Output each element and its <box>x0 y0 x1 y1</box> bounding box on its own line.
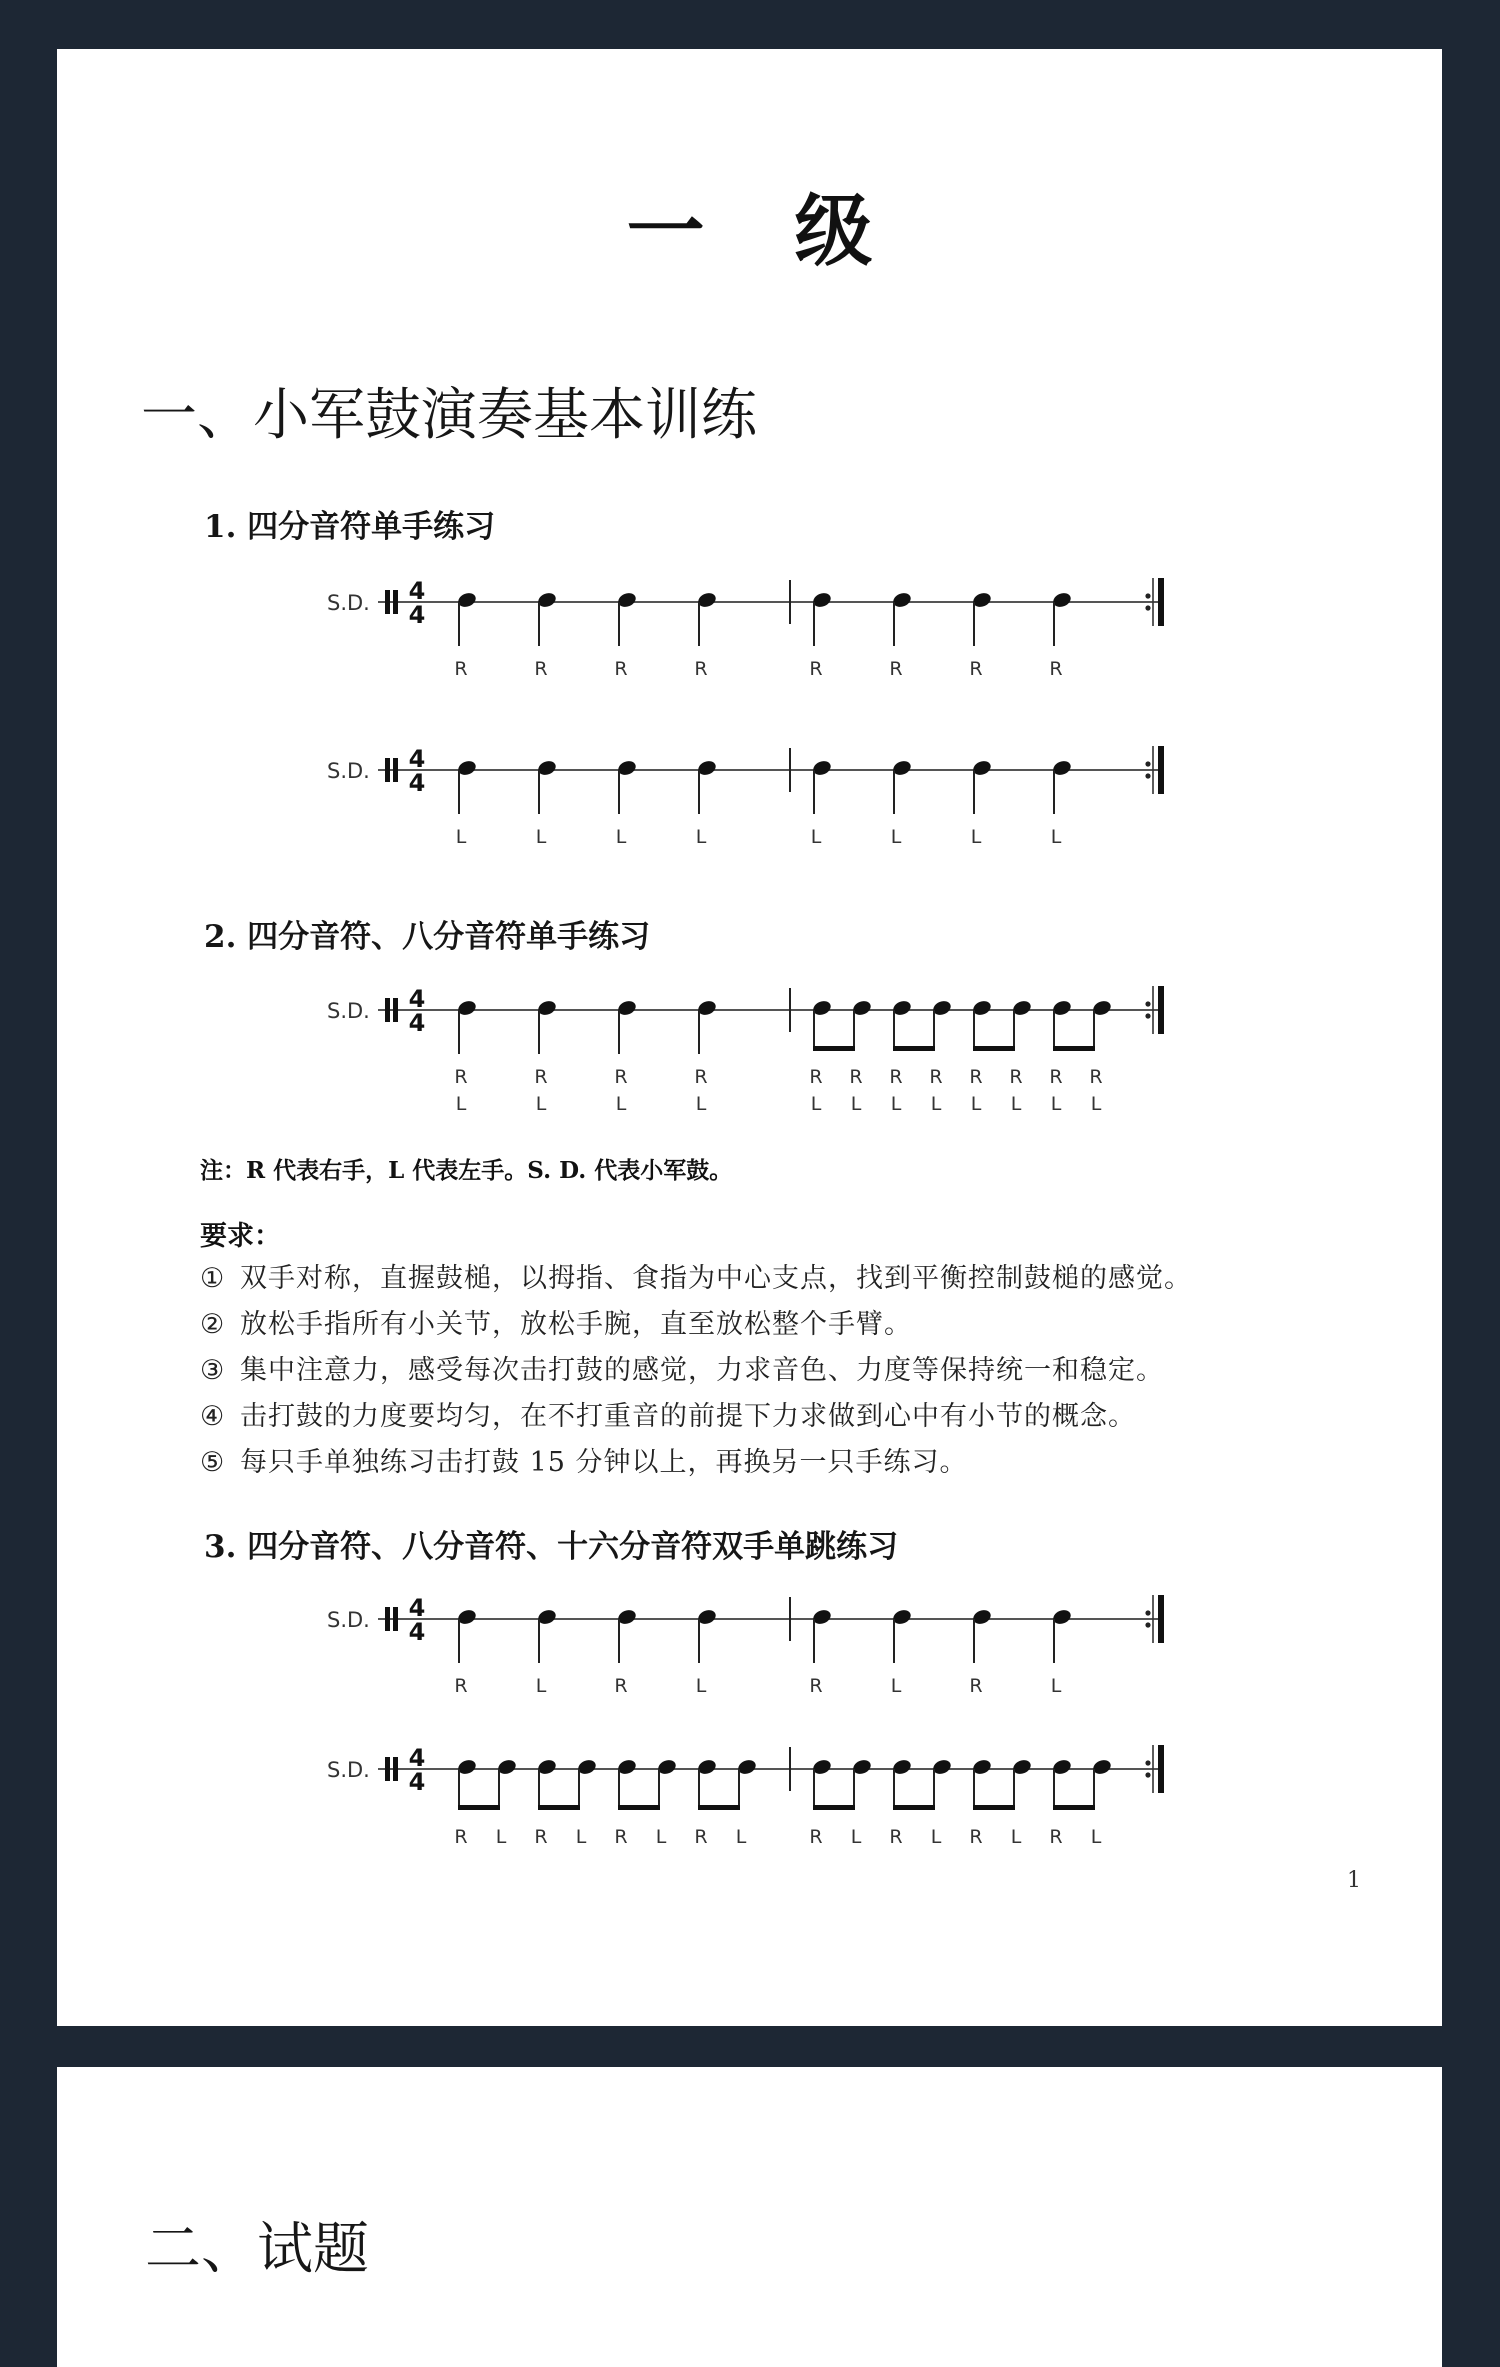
sticking-label: L <box>890 1675 902 1697</box>
section-heading-exam: 二、试题 <box>145 2217 369 2282</box>
sticking-label: L <box>695 826 707 848</box>
staff-instrument-label: S.D. <box>327 1758 370 1782</box>
sticking-label: L <box>455 1093 467 1115</box>
beam <box>973 1046 1015 1051</box>
circled-number-3: ③ <box>200 1355 226 1386</box>
section-heading-basic-training: 一、小军鼓演奏基本训练 <box>141 383 757 448</box>
requirement-text: 双手对称，直握鼓槌，以拇指、食指为中心支点，找到平衡控制鼓槌的感觉。 <box>240 1263 1192 1294</box>
svg-text:4: 4 <box>408 1768 426 1796</box>
requirement-text: 放松手指所有小关节，放松手腕，直至放松整个手臂。 <box>240 1309 912 1340</box>
document-page-2 <box>57 2067 1442 2367</box>
time-signature: 4 <box>408 985 426 1013</box>
sticking-label: R <box>809 1066 823 1088</box>
beam <box>618 1805 660 1810</box>
sticking-label: L <box>735 1826 747 1848</box>
sticking-label: R <box>454 1826 468 1848</box>
sticking-label: R <box>889 658 903 680</box>
drum-notation <box>57 49 1442 2026</box>
legend-note: 注：R 代表右手，L 代表左手。S. D. 代表小军鼓。 <box>200 1157 733 1184</box>
exercise-1-heading: 1. 四分音符单手练习 <box>204 509 496 545</box>
percussion-clef-icon <box>385 1757 390 1781</box>
circled-number-5: ⑤ <box>200 1447 226 1478</box>
sticking-label: L <box>1050 1093 1062 1115</box>
sticking-label: R <box>809 1675 823 1697</box>
sticking-label: L <box>615 826 627 848</box>
sticking-label: L <box>850 1826 862 1848</box>
sticking-label: R <box>969 1675 983 1697</box>
requirement-text: 击打鼓的力度要均匀，在不打重音的前提下力求做到心中有小节的概念。 <box>240 1401 1136 1432</box>
beam <box>893 1805 935 1810</box>
sticking-label: L <box>850 1093 862 1115</box>
svg-text:4: 4 <box>408 769 426 797</box>
sticking-label: R <box>1049 1066 1063 1088</box>
circled-number-2: ② <box>200 1309 226 1340</box>
beam <box>813 1046 855 1051</box>
sticking-label: R <box>454 1066 468 1088</box>
svg-text:4: 4 <box>408 1009 426 1037</box>
sticking-label: R <box>534 1826 548 1848</box>
sticking-label: L <box>535 1093 547 1115</box>
sticking-label: R <box>694 1066 708 1088</box>
sticking-label: L <box>1050 1675 1062 1697</box>
sticking-label: L <box>1090 1826 1102 1848</box>
percussion-clef-icon <box>385 998 390 1022</box>
sticking-label: L <box>970 826 982 848</box>
percussion-clef-icon <box>385 1607 390 1631</box>
staff-instrument-label: S.D. <box>327 759 370 783</box>
beam <box>458 1805 500 1810</box>
requirements-title: 要求： <box>200 1221 281 1252</box>
sticking-label: R <box>614 658 628 680</box>
sticking-label: L <box>1010 1826 1022 1848</box>
circled-number-4: ④ <box>200 1401 226 1432</box>
sticking-label: L <box>930 1826 942 1848</box>
sticking-label: R <box>1049 658 1063 680</box>
time-signature: 4 <box>408 1744 426 1772</box>
sticking-label: R <box>889 1066 903 1088</box>
sticking-label: L <box>535 826 547 848</box>
time-signature: 4 <box>408 1594 426 1622</box>
sticking-label: L <box>575 1826 587 1848</box>
sticking-label: R <box>454 658 468 680</box>
sticking-label: R <box>969 1826 983 1848</box>
page-number: 1 <box>1347 1868 1361 1893</box>
sticking-label: L <box>615 1093 627 1115</box>
sticking-label: R <box>969 658 983 680</box>
sticking-label: L <box>1050 826 1062 848</box>
sticking-label: R <box>929 1066 943 1088</box>
sticking-label: L <box>970 1093 982 1115</box>
staff-instrument-label: S.D. <box>327 591 370 615</box>
end-repeat-barline <box>1158 1745 1164 1793</box>
sticking-label: L <box>455 826 467 848</box>
end-repeat-barline <box>1158 1595 1164 1643</box>
sticking-label: R <box>694 658 708 680</box>
sticking-label: L <box>890 826 902 848</box>
sticking-label: L <box>810 826 822 848</box>
sticking-label: R <box>694 1826 708 1848</box>
sticking-label: R <box>534 1066 548 1088</box>
time-signature: 4 <box>408 577 426 605</box>
sticking-label: L <box>930 1093 942 1115</box>
sticking-label: L <box>535 1675 547 1697</box>
sticking-label: R <box>809 658 823 680</box>
sticking-label: L <box>695 1093 707 1115</box>
beam <box>813 1805 855 1810</box>
end-repeat-barline <box>1158 986 1164 1034</box>
sticking-label: L <box>695 1675 707 1697</box>
sticking-label: L <box>810 1093 822 1115</box>
sticking-label: R <box>889 1826 903 1848</box>
time-signature: 4 <box>408 745 426 773</box>
beam <box>538 1805 580 1810</box>
exercise-2-heading: 2. 四分音符、八分音符单手练习 <box>204 919 651 955</box>
sticking-label: R <box>454 1675 468 1697</box>
staff-instrument-label: S.D. <box>327 999 370 1023</box>
sticking-label: L <box>1090 1093 1102 1115</box>
percussion-clef-icon <box>385 758 390 782</box>
requirement-text: 集中注意力，感受每次击打鼓的感觉，力求音色、力度等保持统一和稳定。 <box>240 1355 1164 1386</box>
circled-number-1: ① <box>200 1263 226 1294</box>
sticking-label: R <box>1089 1066 1103 1088</box>
percussion-clef-icon <box>385 590 390 614</box>
page-title: 一级 <box>626 187 963 277</box>
svg-text:4: 4 <box>408 1618 426 1646</box>
requirement-text: 每只手单独练习击打鼓 15 分钟以上，再换另一只手练习。 <box>240 1447 968 1478</box>
sticking-label: R <box>614 1675 628 1697</box>
sticking-label: R <box>849 1066 863 1088</box>
beam <box>698 1805 740 1810</box>
sticking-label: R <box>614 1826 628 1848</box>
sticking-label: L <box>1010 1093 1022 1115</box>
end-repeat-barline <box>1158 578 1164 626</box>
sticking-label: L <box>890 1093 902 1115</box>
sticking-label: R <box>534 658 548 680</box>
document-page-1 <box>57 49 1442 2026</box>
sticking-label: R <box>1049 1826 1063 1848</box>
beam <box>893 1046 935 1051</box>
beam <box>973 1805 1015 1810</box>
sticking-label: R <box>969 1066 983 1088</box>
sticking-label: R <box>1009 1066 1023 1088</box>
sticking-label: L <box>495 1826 507 1848</box>
staff-instrument-label: S.D. <box>327 1608 370 1632</box>
exercise-3-heading: 3. 四分音符、八分音符、十六分音符双手单跳练习 <box>204 1529 899 1565</box>
end-repeat-barline <box>1158 746 1164 794</box>
sticking-label: L <box>655 1826 667 1848</box>
beam <box>1053 1046 1095 1051</box>
svg-text:4: 4 <box>408 601 426 629</box>
sticking-label: R <box>614 1066 628 1088</box>
sticking-label: R <box>809 1826 823 1848</box>
beam <box>1053 1805 1095 1810</box>
